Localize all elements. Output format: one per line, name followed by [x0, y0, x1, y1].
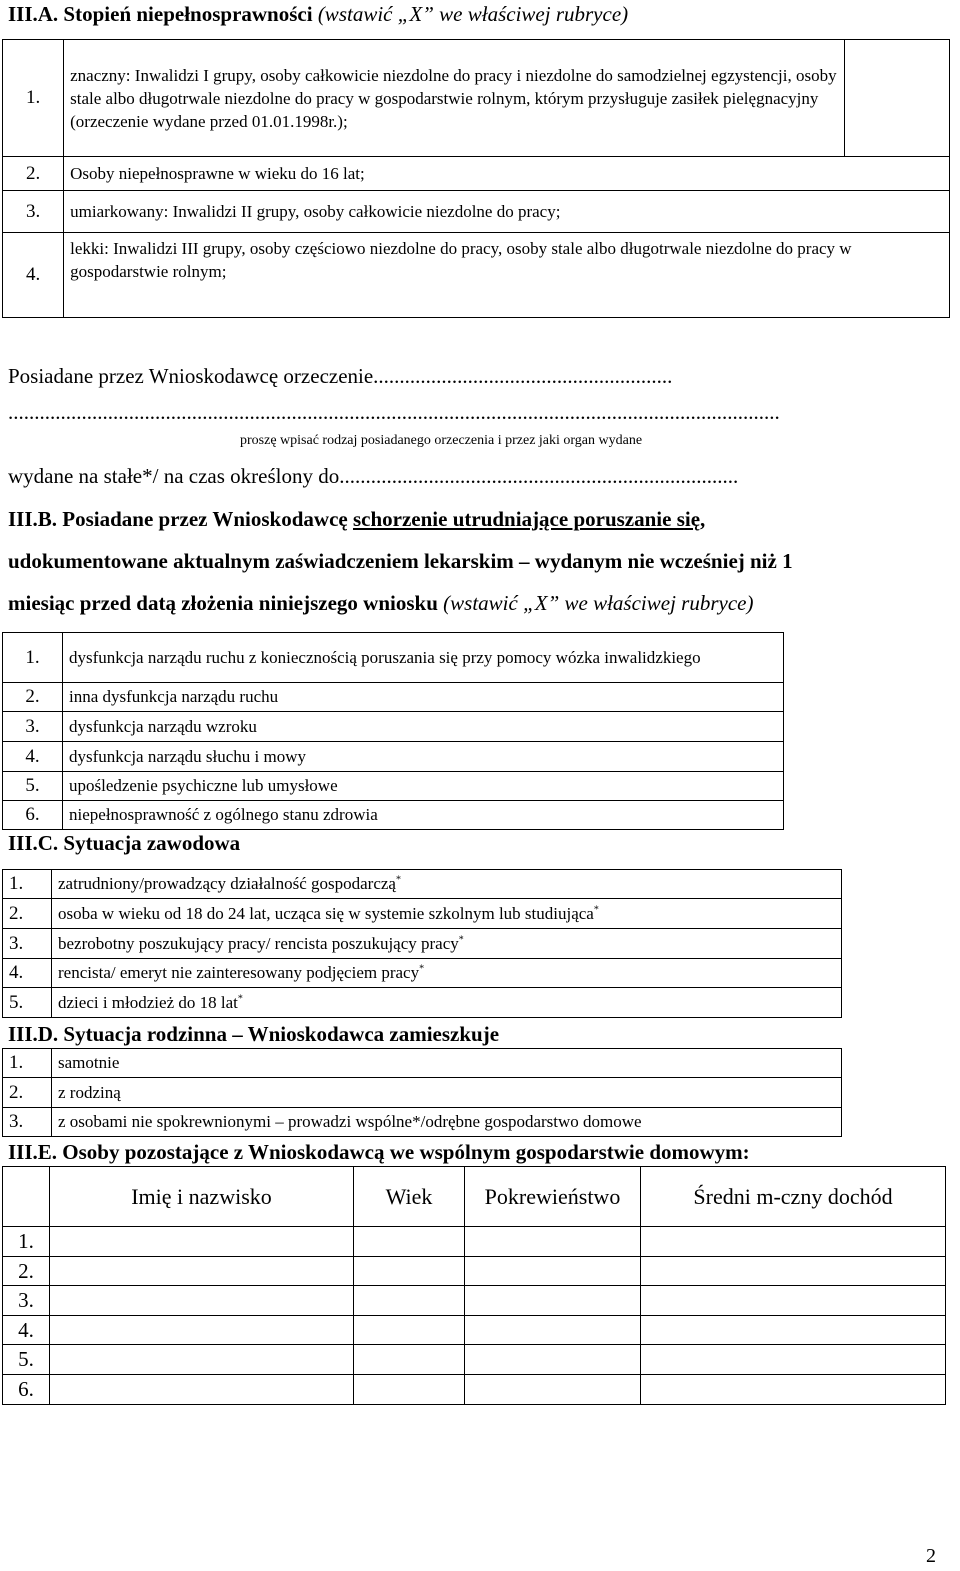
row-label: zatrudniony/prowadzący działalność gospodarczą	[58, 874, 396, 893]
table-row	[3, 40, 950, 157]
row-number: 2.	[3, 683, 63, 712]
header-number	[3, 1167, 50, 1227]
table-row	[3, 157, 950, 191]
relationship-cell[interactable]	[465, 1375, 641, 1405]
certificate-line[interactable]: Posiadane przez Wnioskodawcę orzeczenie.........................................................	[8, 364, 673, 388]
table-row	[3, 1227, 946, 1257]
relationship-cell[interactable]	[465, 1345, 641, 1375]
row-text	[52, 899, 842, 929]
table-row	[3, 233, 950, 318]
row-number: 2.	[3, 899, 52, 929]
footnote-mark: *	[458, 933, 464, 945]
relationship-cell[interactable]	[465, 1286, 641, 1316]
row-text: inna dysfunkcja narządu ruchu	[63, 683, 784, 712]
row-number: 1.	[3, 1227, 50, 1257]
row-number: 2.	[3, 157, 64, 191]
table-row	[3, 712, 784, 742]
section-a-title-text: III.A. Stopień niepełnosprawności	[8, 2, 313, 26]
certificate-validity-line[interactable]: wydane na stałe*/ na czas określony do............................................................................	[8, 464, 739, 488]
header-relationship: Pokrewieństwo	[465, 1167, 641, 1227]
income-cell[interactable]	[641, 1227, 946, 1257]
row-text: Osoby niepełnosprawne w wieku do 16 lat;	[64, 157, 950, 191]
age-cell[interactable]	[354, 1286, 465, 1316]
row-text: niepełnosprawność z ogólnego stanu zdrowia	[63, 801, 784, 830]
row-text	[52, 988, 842, 1018]
section-a-title	[8, 2, 628, 27]
row-number: 1.	[3, 633, 63, 683]
header-age: Wiek	[354, 1167, 465, 1227]
name-cell[interactable]	[50, 1316, 354, 1345]
name-cell[interactable]	[50, 1345, 354, 1375]
age-cell[interactable]	[354, 1345, 465, 1375]
row-text: dysfunkcja narządu wzroku	[63, 712, 784, 742]
row-number: 3.	[3, 1286, 50, 1316]
disability-degree-table	[2, 39, 950, 318]
section-e-title: III.E. Osoby pozostające z Wnioskodawcą we wspólnym gospodarstwie domowym:	[8, 1140, 750, 1164]
relationship-cell[interactable]	[465, 1257, 641, 1286]
row-text: umiarkowany: Inwalidzi II grupy, osoby całkowicie niezdolne do pracy;	[64, 191, 950, 233]
row-number: 5.	[3, 1345, 50, 1375]
section-b-suffix: ,	[700, 507, 706, 531]
row-number: 5.	[3, 988, 52, 1018]
table-row	[3, 1078, 842, 1108]
row-text: lekki: Inwalidzi III grupy, osoby częściowo niezdolne do pracy, osoby stale albo długotrwale niezdolne do pracy w gospodarstwie rolnym;	[64, 233, 950, 318]
row-text: dysfunkcja narządu ruchu z koniecznością poruszania się przy pomocy wózka inwalidzkiego	[63, 633, 784, 683]
income-cell[interactable]	[641, 1345, 946, 1375]
employment-status-table	[2, 869, 842, 1018]
row-number: 3.	[3, 1108, 52, 1137]
row-number: 1.	[3, 40, 64, 157]
name-cell[interactable]	[50, 1375, 354, 1405]
row-number: 4.	[3, 1316, 50, 1345]
table-row	[3, 1375, 946, 1405]
section-b-line3-text: miesiąc przed datą złożenia niniejszego wniosku	[8, 591, 438, 615]
row-text	[52, 929, 842, 959]
section-d-title: III.D. Sytuacja rodzinna – Wnioskodawca zamieszkuje	[8, 1022, 500, 1046]
table-row	[3, 191, 950, 233]
table-row	[3, 988, 842, 1018]
income-cell[interactable]	[641, 1316, 946, 1345]
row-number: 4.	[3, 959, 52, 988]
section-b-line2: udokumentowane aktualnym zaświadczeniem lekarskim – wydanym nie wcześniej niż 1	[8, 549, 793, 573]
row-label: osoba w wieku od 18 do 24 lat, ucząca się w systemie szkolnym lub studiująca	[58, 903, 594, 923]
table-row	[3, 959, 842, 988]
income-cell[interactable]	[641, 1257, 946, 1286]
table-row	[3, 870, 842, 899]
section-b-title	[8, 507, 705, 532]
section-b-note: (wstawić „X” we właściwej rubryce)	[443, 591, 754, 615]
household-members-table	[2, 1166, 946, 1405]
table-row	[3, 801, 784, 830]
footnote-mark: *	[593, 903, 599, 915]
header-name: Imię i nazwisko	[50, 1167, 354, 1227]
age-cell[interactable]	[354, 1375, 465, 1405]
footnote-mark: *	[419, 963, 425, 975]
certificate-caption: proszę wpisać rodzaj posiadanego orzeczenia i przez jaki organ wydane	[240, 433, 643, 448]
row-number: 6.	[3, 1375, 50, 1405]
name-cell[interactable]	[50, 1286, 354, 1316]
mark-cell[interactable]	[844, 40, 949, 157]
table-row	[3, 899, 842, 929]
row-label: bezrobotny poszukujący pracy/ rencista poszukujący pracy	[58, 933, 459, 953]
header-income: Średni m-czny dochód	[641, 1167, 946, 1227]
income-cell[interactable]	[641, 1375, 946, 1405]
table-header-row	[3, 1167, 946, 1227]
family-situation-table	[2, 1048, 842, 1137]
row-number: 2.	[3, 1257, 50, 1286]
row-text: dysfunkcja narządu słuchu i mowy	[63, 742, 784, 772]
name-cell[interactable]	[50, 1257, 354, 1286]
section-b-line3	[8, 591, 753, 616]
table-row	[3, 1316, 946, 1345]
row-text: z osobami nie spokrewnionymi – prowadzi wspólne*/odrębne gospodarstwo domowe	[52, 1108, 842, 1137]
age-cell[interactable]	[354, 1257, 465, 1286]
section-c-title: III.C. Sytuacja zawodowa	[8, 831, 241, 855]
name-cell[interactable]	[50, 1227, 354, 1257]
row-label: rencista/ emeryt nie zainteresowany podjęciem pracy	[58, 963, 420, 982]
relationship-cell[interactable]	[465, 1227, 641, 1257]
table-row	[3, 1345, 946, 1375]
row-number: 4.	[3, 233, 64, 318]
table-row	[3, 1286, 946, 1316]
table-row	[3, 633, 784, 683]
table-row	[3, 772, 784, 801]
footnote-mark: *	[237, 992, 243, 1004]
row-text: samotnie	[52, 1049, 842, 1078]
row-number: 3.	[3, 929, 52, 959]
relationship-cell[interactable]	[465, 1316, 641, 1345]
row-text: znaczny: Inwalidzi I grupy, osoby całkowicie niezdolne do pracy i niezdolne do samodzielnej egzystencji, osoby stale albo długotrwale niezdolne do pracy w gospodarstwie rolnym, którym przysługuje zasiłek pielęgnacyjny (orzeczenie wydane przed 01.01.1998r.);	[64, 40, 845, 157]
row-number: 1.	[3, 1049, 52, 1078]
row-text: z rodziną	[52, 1078, 842, 1108]
row-number: 2.	[3, 1078, 52, 1108]
page-number: 2	[926, 1545, 936, 1567]
section-b-prefix: III.B. Posiadane przez Wnioskodawcę	[8, 507, 353, 531]
certificate-continuation-line[interactable]: ...................................................................................................................................................	[8, 400, 780, 424]
section-a-title-note: (wstawić „X” we właściwej rubryce)	[317, 2, 629, 26]
row-number: 6.	[3, 801, 63, 830]
table-row	[3, 1108, 842, 1137]
row-text: upośledzenie psychiczne lub umysłowe	[63, 772, 784, 801]
row-number: 5.	[3, 772, 63, 801]
row-number: 1.	[3, 870, 52, 899]
row-label: dzieci i młodzież do 18 lat	[58, 992, 238, 1012]
row-number: 3.	[3, 712, 63, 742]
table-row	[3, 1257, 946, 1286]
age-cell[interactable]	[354, 1316, 465, 1345]
section-b-underlined: schorzenie utrudniające poruszanie się	[352, 507, 701, 531]
row-text	[52, 870, 842, 899]
footnote-mark: *	[395, 874, 401, 886]
income-cell[interactable]	[641, 1286, 946, 1316]
table-row	[3, 683, 784, 712]
mobility-condition-table	[2, 632, 784, 830]
age-cell[interactable]	[354, 1227, 465, 1257]
table-row	[3, 1049, 842, 1078]
table-row	[3, 742, 784, 772]
row-text	[52, 959, 842, 988]
row-number: 4.	[3, 742, 63, 772]
table-row	[3, 929, 842, 959]
row-number: 3.	[3, 191, 64, 233]
